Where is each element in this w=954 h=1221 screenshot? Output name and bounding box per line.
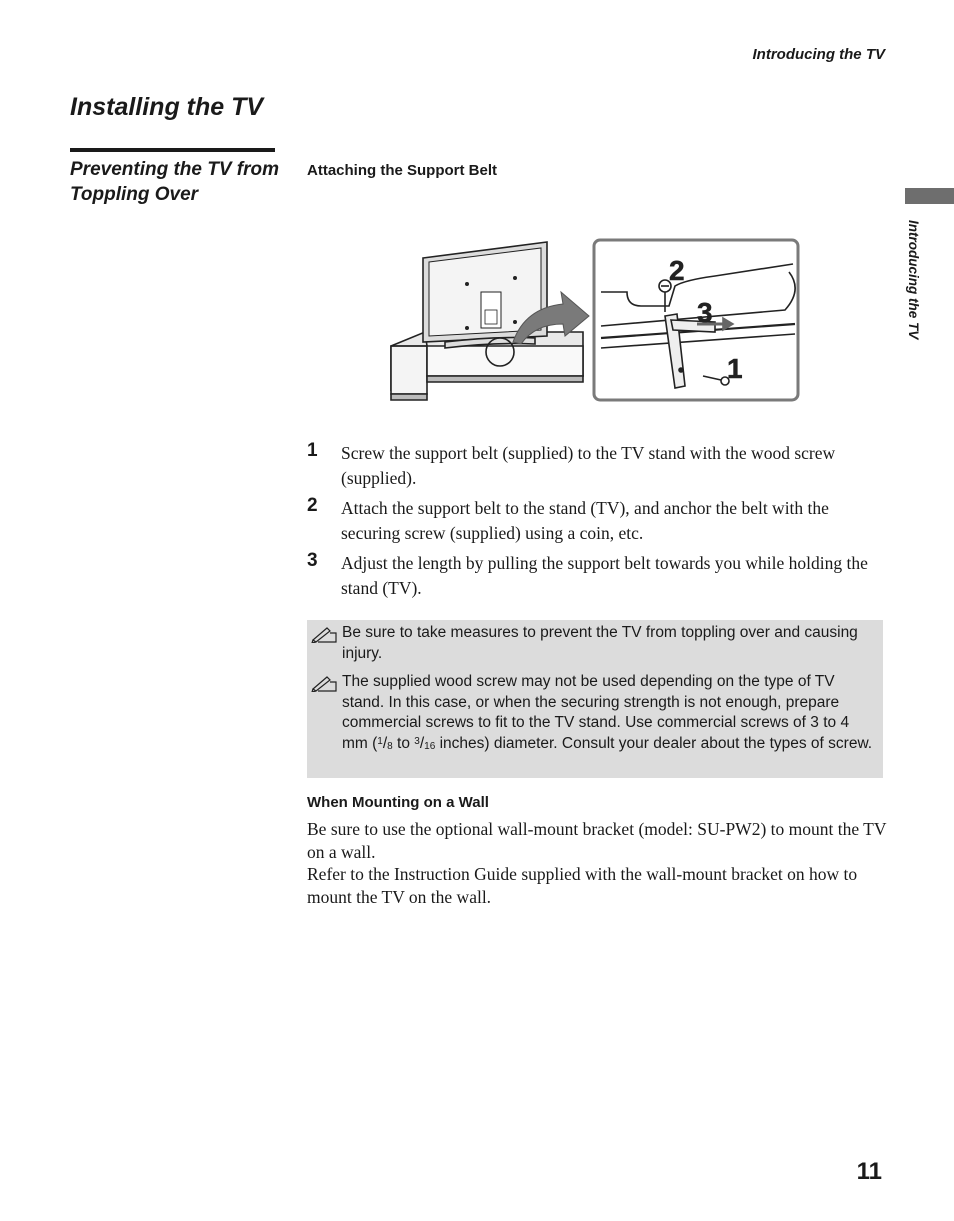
step-text: Attach the support belt to the stand (TV), and anchor the belt with the securing screw (supplied) using a coin, etc. bbox=[341, 498, 829, 543]
note-1-text: Be sure to take measures to prevent the TV from toppling over and causing injury. bbox=[342, 624, 858, 662]
wall-mount-heading: When Mounting on a Wall bbox=[307, 794, 489, 811]
fraction-1-denominator: 8 bbox=[387, 740, 393, 752]
step-1 bbox=[307, 441, 887, 490]
step-number: 1 bbox=[307, 440, 318, 461]
wall-mount-para-2: Refer to the Instruction Guide supplied with the wall-mount bracket on how to mount the TV on the wall. bbox=[307, 864, 858, 907]
fraction-1-numerator: 1 bbox=[377, 735, 383, 747]
page-number: 11 bbox=[856, 1158, 882, 1185]
side-tab-marker bbox=[905, 188, 954, 204]
step-text: Screw the support belt (supplied) to the TV stand with the wood screw (supplied). bbox=[341, 443, 836, 488]
side-tab-text: Introducing the TV bbox=[906, 220, 921, 340]
support-belt-illustration bbox=[385, 236, 805, 408]
support-belt-heading: Attaching the Support Belt bbox=[307, 162, 497, 179]
section-title: Preventing the TV from Toppling Over bbox=[70, 159, 280, 205]
step-3 bbox=[307, 551, 887, 600]
step-2 bbox=[307, 496, 887, 545]
note-2: The supplied wood screw may not be used depending on the type of TV stand. In this case, or when the securing strength is not enough, prepare commercial screws to fit to the TV stand. Use commercial screws of 3 to 4 mm ($^1/_8$ to $^3/_{16}$ inches) diameter. Consult your dealer about the types of screw. bbox=[342, 672, 875, 754]
fraction-2-numerator: 3 bbox=[414, 735, 420, 747]
note-pencil-icon bbox=[310, 625, 338, 643]
step-number: 2 bbox=[307, 495, 318, 516]
wall-mount-para-1: Be sure to use the optional wall-mount bracket (model: SU-PW2) to mount the TV on a wall. bbox=[307, 819, 887, 862]
section-divider bbox=[70, 148, 275, 152]
fraction-2-denominator: 16 bbox=[424, 740, 436, 752]
support-belt-steps bbox=[307, 441, 887, 606]
step-text: Adjust the length by pulling the support belt towards you while holding the stand (TV). bbox=[341, 553, 868, 598]
callout-2: 2 bbox=[669, 255, 685, 286]
callout-3: 3 bbox=[697, 297, 713, 328]
note-2-text-part1: The supplied wood screw may not be used depending on the type of TV stand. In this case, or when the securing strength is not enough, prepare commercial screws to fit to the TV stand. Use commercial screws of 3 to 4 mm ( bbox=[342, 673, 850, 752]
running-header: Introducing the TV bbox=[752, 46, 885, 63]
side-tab-label bbox=[903, 220, 923, 380]
note-1 bbox=[342, 623, 875, 664]
wall-mount-body bbox=[307, 818, 887, 908]
note-pencil-icon bbox=[310, 674, 338, 692]
notes-box bbox=[307, 620, 883, 778]
callout-1: 1 bbox=[727, 353, 743, 384]
note-2-to: to bbox=[392, 734, 415, 752]
page-title: Installing the TV bbox=[70, 93, 264, 121]
detail-frame bbox=[594, 240, 798, 400]
step-number: 3 bbox=[307, 550, 318, 571]
note-2-text-part2: inches) diameter. Consult your dealer about the types of screw. bbox=[435, 734, 873, 752]
